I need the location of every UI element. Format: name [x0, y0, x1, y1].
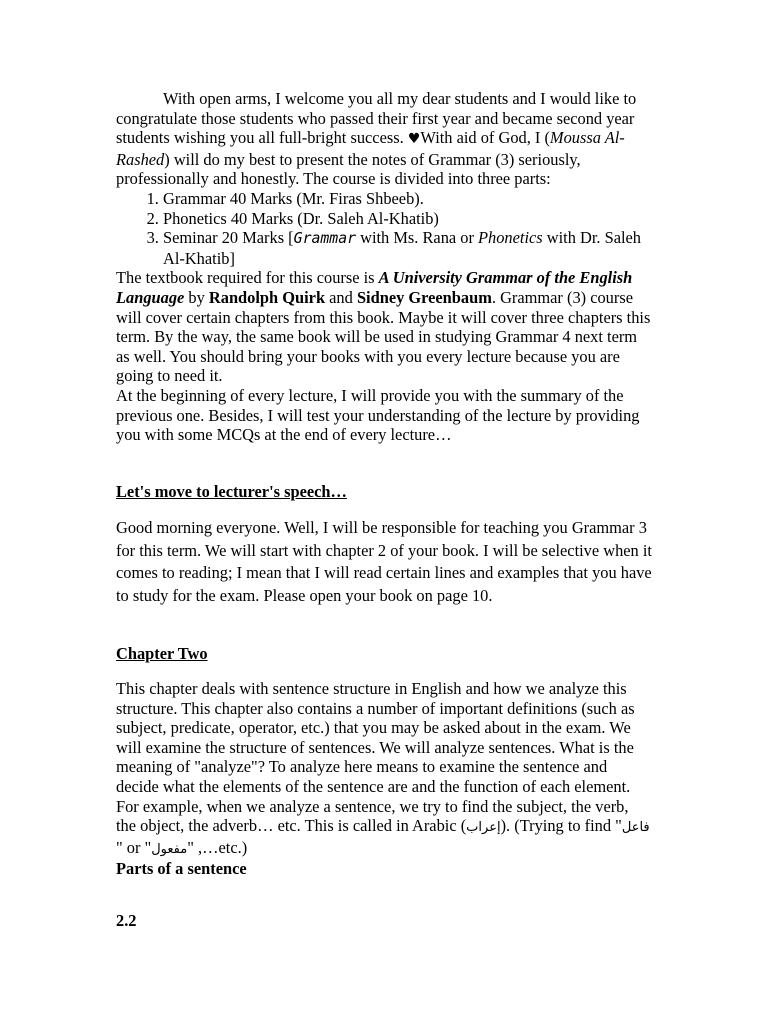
chapter-block — [116, 679, 652, 879]
textbook-paragraph: The textbook required for this course is A University Grammar of the English Language by Randolph Quirk and Sidney Greenbaum. Grammar (3) course will cover certain chapters from this book. Maybe it will cover three chapters this term. By the way, the same book will be used in studying Grammar 4 next term as well. You should bring your books with you every lecture because you are going to need it. — [116, 268, 651, 386]
summary-paragraph: At the beginning of every lecture, I will provide you with the summary of the previous one. Besides, I will test your understanding of the lecture by providing you with some MCQs at the end of every lecture… — [116, 385, 640, 445]
speech-paragraph: Good morning everyone. Well, I will be responsible for teaching you Grammar 3 for this term. We will start with chapter 2 of your book. I will be selective when it comes to reading; I mean that I will read certain lines and examples that you have to study for the exam. Please open your book on page 10. — [116, 518, 652, 605]
heart-icon: ♥ — [407, 131, 421, 148]
list-item: 1. Grammar 40 Marks (Mr. Firas Shbeeb). — [163, 189, 652, 209]
speech-heading: Let's move to lecturer's speech… — [116, 482, 347, 501]
author-name: Moussa Al-Rashed — [116, 128, 625, 169]
course-parts-list — [116, 189, 652, 268]
parts-heading: Parts of a sentence — [116, 859, 247, 879]
intro-paragraph: With open arms, I welcome you all my dear students and I would like to congratulate those students who passed their first year and became second year students wishing you all full-bright success. ♥With aid of God, I (Moussa Al-Rashed) will do my best to present the notes of Grammar (3) seriously, professionally and honestly. The course is divided into three parts: — [116, 89, 637, 189]
chapter-paragraph: This chapter deals with sentence structure in English and how we analyze this structure. This chapter also contains a number of important definitions (such as subject, predicate, operator, etc.) that you may be asked about in the exam. We will examine the structure of sentences. We will analyze sentences. What is the meaning of "analyze"? To analyze here means to examine the sentence and decide what the elements of the sentence are and the function of each element. For example, when we analyze a sentence, we try to find the subject, the verb, the object, the adverb… etc. This is called in Arabic (إعراب). (Trying to find "فاعل " or "مفعول" ,…etc.) — [116, 679, 650, 857]
list-item: 2. Phonetics 40 Marks (Dr. Saleh Al-Khatib) — [163, 209, 652, 229]
speech-block — [116, 517, 652, 607]
section-number: 2.2 — [116, 911, 137, 930]
intro-block — [116, 89, 652, 445]
chapter-heading: Chapter Two — [116, 644, 208, 663]
textbook-title: A University Grammar of the English Language — [116, 268, 633, 307]
list-item: 3. Seminar 20 Marks [Grammar with Ms. Rana or Phonetics with Dr. Saleh Al-Khatib] — [163, 228, 652, 268]
